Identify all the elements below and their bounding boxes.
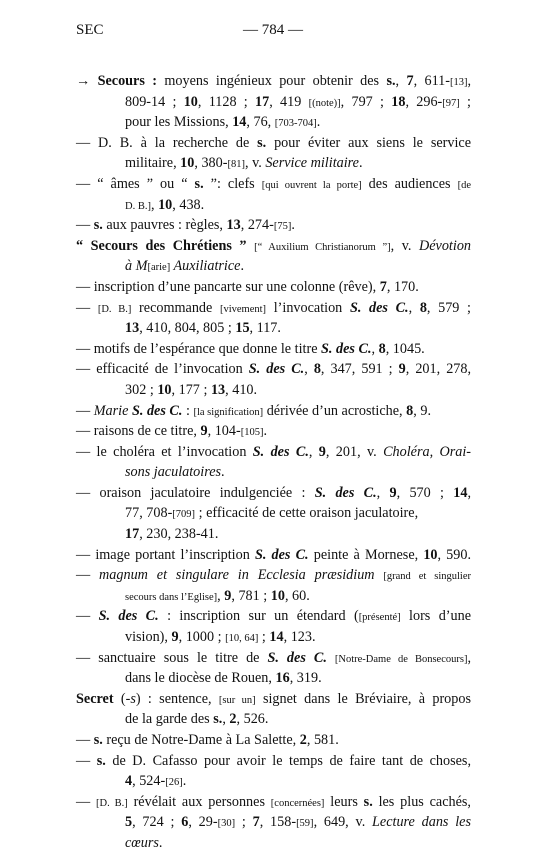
text-run: — <box>76 402 94 419</box>
text-run: , 76, <box>246 114 275 131</box>
text-run: [grand et singulier <box>383 571 471 583</box>
entry-line <box>76 339 471 360</box>
text-run: S. des C. <box>267 649 327 666</box>
entry-line <box>76 565 471 586</box>
entry-line <box>76 503 471 524</box>
text-run: . <box>358 155 363 172</box>
text-run: Auxiliatrice <box>170 258 241 275</box>
text-run: magnum et singulare in Ecclesia præsidium <box>99 567 375 584</box>
text-run: Lecture dans les <box>372 814 471 831</box>
text-run: 15 <box>235 320 250 337</box>
text-run: 2 <box>229 711 237 728</box>
text-run: S. des C. <box>248 361 305 378</box>
text-run: 17 <box>255 93 270 110</box>
text-run: ; <box>459 93 471 110</box>
text-run <box>327 650 335 666</box>
text-run: , 419 <box>269 93 309 110</box>
entry-line <box>76 771 471 792</box>
text-run: 8 <box>419 299 427 316</box>
text-run: des audiences <box>361 175 458 192</box>
text-run: , 410, 804, 805 ; <box>139 320 236 337</box>
text-run: , <box>308 443 319 460</box>
text-run: — <box>76 752 97 769</box>
text-run: recommande <box>131 299 220 316</box>
text-run: 9 <box>389 484 397 501</box>
text-run: [D. B.] <box>96 797 128 809</box>
page-header <box>76 22 470 42</box>
text-run: S. des C. <box>349 299 409 316</box>
text-run: 77, 708- <box>125 505 173 522</box>
text-run: “ Secours des Chrétiens ” <box>76 237 247 254</box>
text-run: 18 <box>391 93 406 110</box>
text-run: 7 <box>406 73 414 89</box>
text-run: 10 <box>158 196 173 213</box>
text-run: , 230, 238-41. <box>139 526 219 543</box>
text-run: . <box>158 834 163 851</box>
entry-line <box>76 256 471 277</box>
text-run: [10, 64] <box>225 633 259 645</box>
text-run: 8 <box>313 361 321 378</box>
text-run: — “ âmes ” ou “ <box>76 175 195 192</box>
entry-line <box>76 236 471 257</box>
entry-line <box>76 112 471 133</box>
text-run: 2 <box>299 732 307 748</box>
text-run: [la signification] <box>193 406 264 418</box>
text-run: — <box>76 299 98 316</box>
text-run: — le choléra et l’invocation <box>76 443 253 460</box>
text-run: , <box>467 484 471 501</box>
text-run: s. <box>386 73 396 89</box>
text-run: , 724 ; <box>132 814 182 831</box>
entry-line <box>76 833 471 854</box>
text-run: pour les Missions, <box>125 114 233 131</box>
text-run: — efficacité de l’invocation <box>76 361 249 378</box>
text-run: s. <box>93 217 103 234</box>
entry-line <box>76 627 471 648</box>
text-run: , 590. <box>437 546 472 563</box>
text-run: , 581. <box>306 732 339 748</box>
text-run: [vivement] <box>219 303 267 315</box>
text-run: , 104- <box>207 423 241 440</box>
text-run: , 123. <box>283 629 316 646</box>
entry-line <box>76 421 471 442</box>
text-run <box>247 238 255 254</box>
text-run: , <box>376 484 390 501</box>
entry-line <box>76 648 471 669</box>
text-run: 10 <box>270 587 285 604</box>
text-run: 10 <box>423 546 438 563</box>
text-run: 16 <box>275 670 290 687</box>
text-run: , 201, 278, <box>405 361 472 378</box>
text-run: à M <box>125 258 148 275</box>
text-run: dans le diocèse de Rouen, <box>125 670 276 687</box>
text-run: militaire, <box>125 155 181 172</box>
text-run: , 611- <box>413 73 450 89</box>
text-run: , <box>395 73 407 89</box>
text-run: . <box>221 464 225 481</box>
entry-line <box>76 92 471 113</box>
entry-line <box>76 195 471 216</box>
text-run: s. <box>93 732 103 748</box>
text-run: moyens ingénieux pour obtenir des <box>156 73 387 89</box>
text-run: 14 <box>269 629 284 646</box>
text-run: lors d’une <box>400 608 472 625</box>
text-run: — <box>76 608 99 625</box>
text-run: Secours : <box>97 73 157 89</box>
text-run: 10 <box>180 155 195 172</box>
text-run: , 9. <box>413 402 431 419</box>
text-run: peinte à Mornese, <box>308 546 424 563</box>
text-run: , 1045. <box>385 340 425 357</box>
entry-line <box>76 153 471 174</box>
text-run: s. <box>213 711 223 728</box>
text-run: Choléra, Orai- <box>383 443 472 460</box>
text-run: — inscription d’une pancarte sur une colonne (rêve), <box>76 278 380 295</box>
text-run: , 177 ; <box>171 381 211 398</box>
text-run: , <box>371 340 379 357</box>
text-run: — <box>76 732 94 748</box>
text-run: pour éviter aux siens le service <box>266 134 471 151</box>
text-run: 302 ; <box>125 381 158 398</box>
text-run: S. des C. <box>254 546 309 563</box>
text-run: 9 <box>398 361 406 378</box>
text-run: , 797 ; <box>340 93 392 110</box>
text-run: de D. Cafasso pour avoir le temps de faire tant de choses, <box>105 752 472 769</box>
text-run: [arie] <box>147 262 171 274</box>
text-run: , 29- <box>188 814 218 831</box>
text-run: dérivée d’un acrostiche, <box>263 402 407 419</box>
text-run: [présenté] <box>358 612 401 624</box>
entry-line <box>76 483 471 504</box>
text-run: , 158- <box>259 814 297 831</box>
text-run: 5 <box>125 814 133 831</box>
text-run: , 570 ; <box>396 484 454 501</box>
entry-line <box>76 751 471 772</box>
text-run: -s <box>125 690 136 707</box>
text-run: ; efficacité de cette oraison jaculatoire, <box>195 505 419 522</box>
text-run: [13] <box>450 77 468 88</box>
text-run: [105] <box>240 427 264 439</box>
text-run: — <box>76 793 97 810</box>
text-run: signet dans le Bréviaire, à propos <box>255 690 471 707</box>
text-run: 8 <box>378 340 386 357</box>
text-run: S. des C. <box>131 402 183 419</box>
text-run: 809-14 ; <box>125 93 184 110</box>
text-run: 14 <box>232 114 247 131</box>
text-run: , v. <box>244 155 266 172</box>
text-run: , <box>467 73 472 89</box>
entry-line <box>76 174 471 195</box>
text-run: , 347, 591 ; <box>320 361 399 378</box>
text-run: s. <box>194 175 204 192</box>
text-run: Secret <box>76 690 114 707</box>
text-run: — image portant l’inscription <box>76 546 255 563</box>
text-run: , 380- <box>194 155 228 172</box>
text-run: 7 <box>252 814 260 831</box>
text-run: — D. B. à la recherche de <box>76 134 258 151</box>
entry-line <box>76 730 471 751</box>
text-run: cœurs <box>125 834 159 851</box>
text-run: sons jaculatoires <box>125 464 222 481</box>
entry-line <box>76 606 471 627</box>
text-run: , 1000 ; <box>178 629 226 646</box>
text-run: [703-704] <box>274 118 317 130</box>
text-run: , <box>150 196 159 213</box>
text-run: — <box>76 567 100 584</box>
entry-line <box>76 401 471 422</box>
text-run: , 781 ; <box>231 587 271 604</box>
entry-line <box>76 298 471 319</box>
index-entries <box>76 71 471 854</box>
entry-line <box>76 545 471 566</box>
text-run: ( <box>113 690 126 707</box>
text-run: 9 <box>200 423 208 440</box>
text-run: révélait aux personnes <box>127 793 271 810</box>
text-run: 13 <box>210 381 226 398</box>
text-run: Marie <box>93 402 132 419</box>
text-run: Dévotion <box>419 237 472 254</box>
text-run: : <box>182 402 194 419</box>
text-run: , <box>467 649 471 666</box>
text-run: , <box>222 711 230 728</box>
text-run: → <box>76 73 98 89</box>
text-run: [D. B.] <box>97 303 132 315</box>
text-run: 7 <box>379 278 387 295</box>
text-run: , 60. <box>284 587 310 604</box>
text-run: . <box>182 773 187 790</box>
text-run: , 274- <box>240 217 274 234</box>
text-run: [59] <box>296 818 314 830</box>
text-run: ”: clefs <box>203 175 262 192</box>
text-run: aux pauvres : règles, <box>102 217 227 234</box>
entry-line <box>76 668 471 689</box>
entry-line <box>76 133 471 154</box>
text-run: S. des C. <box>314 484 377 501</box>
entry-line <box>76 71 471 92</box>
page-number: — 784 — <box>243 22 303 38</box>
text-run: [26] <box>165 777 183 789</box>
text-run: secours dans l’Eglise] <box>125 591 218 603</box>
text-run: reçu de Notre-Dame à La Salette, <box>102 732 300 748</box>
text-run: 9 <box>171 629 179 646</box>
entry-line <box>76 709 471 730</box>
text-run: 4 <box>125 773 133 790</box>
text-run: s. <box>363 793 373 810</box>
text-run: , 117. <box>249 320 281 337</box>
text-run: , <box>408 299 420 316</box>
text-run: s. <box>257 134 267 151</box>
text-run: [75] <box>273 221 292 233</box>
text-run: S. des C. <box>252 443 309 460</box>
entry-line <box>76 524 471 545</box>
entry-line <box>76 442 471 463</box>
text-run: . <box>291 217 295 234</box>
text-run: , 579 ; <box>426 299 471 316</box>
text-run: les plus cachés, <box>372 793 471 810</box>
text-run: , v. <box>390 237 419 254</box>
text-run: S. des C. <box>98 608 159 625</box>
text-run: 8 <box>406 402 414 419</box>
text-run: [qui ouvrent la porte] <box>261 179 362 191</box>
text-run: , 319. <box>289 670 322 687</box>
text-run: ; <box>235 814 253 831</box>
text-run: [(note)] <box>308 97 341 109</box>
text-run: s. <box>96 752 106 769</box>
running-head: SEC <box>76 22 104 38</box>
text-run: — sanctuaire sous le titre de <box>76 649 268 666</box>
entry-line <box>76 586 471 607</box>
text-run: , 1128 ; <box>197 93 256 110</box>
text-run: 13 <box>125 320 140 337</box>
text-run: , <box>304 361 314 378</box>
text-run: de la garde des <box>125 711 214 728</box>
text-run: , 170. <box>386 278 419 295</box>
text-run: 13 <box>226 217 241 234</box>
text-run: [Notre-Dame de Bonsecours] <box>334 653 468 665</box>
text-run: ; <box>258 629 270 646</box>
text-run: [709] <box>172 509 196 521</box>
text-run: . <box>316 114 321 131</box>
text-run: — oraison jaculatoire indulgenciée : <box>76 484 315 501</box>
text-run: [81] <box>227 159 245 171</box>
text-run: 6 <box>181 814 189 831</box>
text-run: , 410. <box>225 381 258 398</box>
text-run: : inscription sur un étendard ( <box>158 608 359 625</box>
entry-line <box>76 462 471 483</box>
text-run: [“ Auxilium Christianorum ”] <box>254 241 391 253</box>
text-run: [sur un] <box>218 694 256 706</box>
text-run: D. B.] <box>125 200 151 212</box>
text-run: , 296- <box>405 93 443 110</box>
text-run: , 201, v. <box>325 443 384 460</box>
text-run: — raisons de ce titre, <box>76 423 201 440</box>
text-run: vision), <box>125 629 172 646</box>
text-run: . <box>263 423 267 440</box>
text-run: ) : sentence, <box>135 690 219 707</box>
text-run: 14 <box>453 484 468 501</box>
text-run: 9 <box>318 443 326 460</box>
text-run: Service militaire <box>265 155 359 172</box>
text-run: [de <box>457 179 471 191</box>
entry-line <box>76 318 471 339</box>
text-run: 10 <box>183 93 198 110</box>
text-run: , <box>217 587 225 604</box>
text-run: — motifs de l’espérance que donne le titre <box>76 340 322 357</box>
entry-line <box>76 380 471 401</box>
text-run: 9 <box>224 587 232 604</box>
entry-line <box>76 689 471 710</box>
text-run: leurs <box>324 793 364 810</box>
entry-line <box>76 277 471 298</box>
text-run: 10 <box>157 381 172 398</box>
text-run: , 649, v. <box>313 814 373 831</box>
text-run: , 524- <box>132 773 166 790</box>
text-run: , 526. <box>236 711 269 728</box>
entry-line <box>76 812 471 833</box>
text-run: [concernées] <box>270 797 325 809</box>
text-run: l’invocation <box>266 299 350 316</box>
text-run: , 438. <box>172 196 205 213</box>
entry-line <box>76 359 471 380</box>
text-run: — <box>76 217 94 234</box>
entry-line <box>76 215 471 236</box>
text-run: S. des C. <box>321 340 372 357</box>
entry-line <box>76 792 471 813</box>
text-run: . <box>240 258 245 275</box>
text-run: [97] <box>442 97 460 109</box>
text-run: 17 <box>125 526 140 543</box>
text-run: [30] <box>217 818 236 830</box>
